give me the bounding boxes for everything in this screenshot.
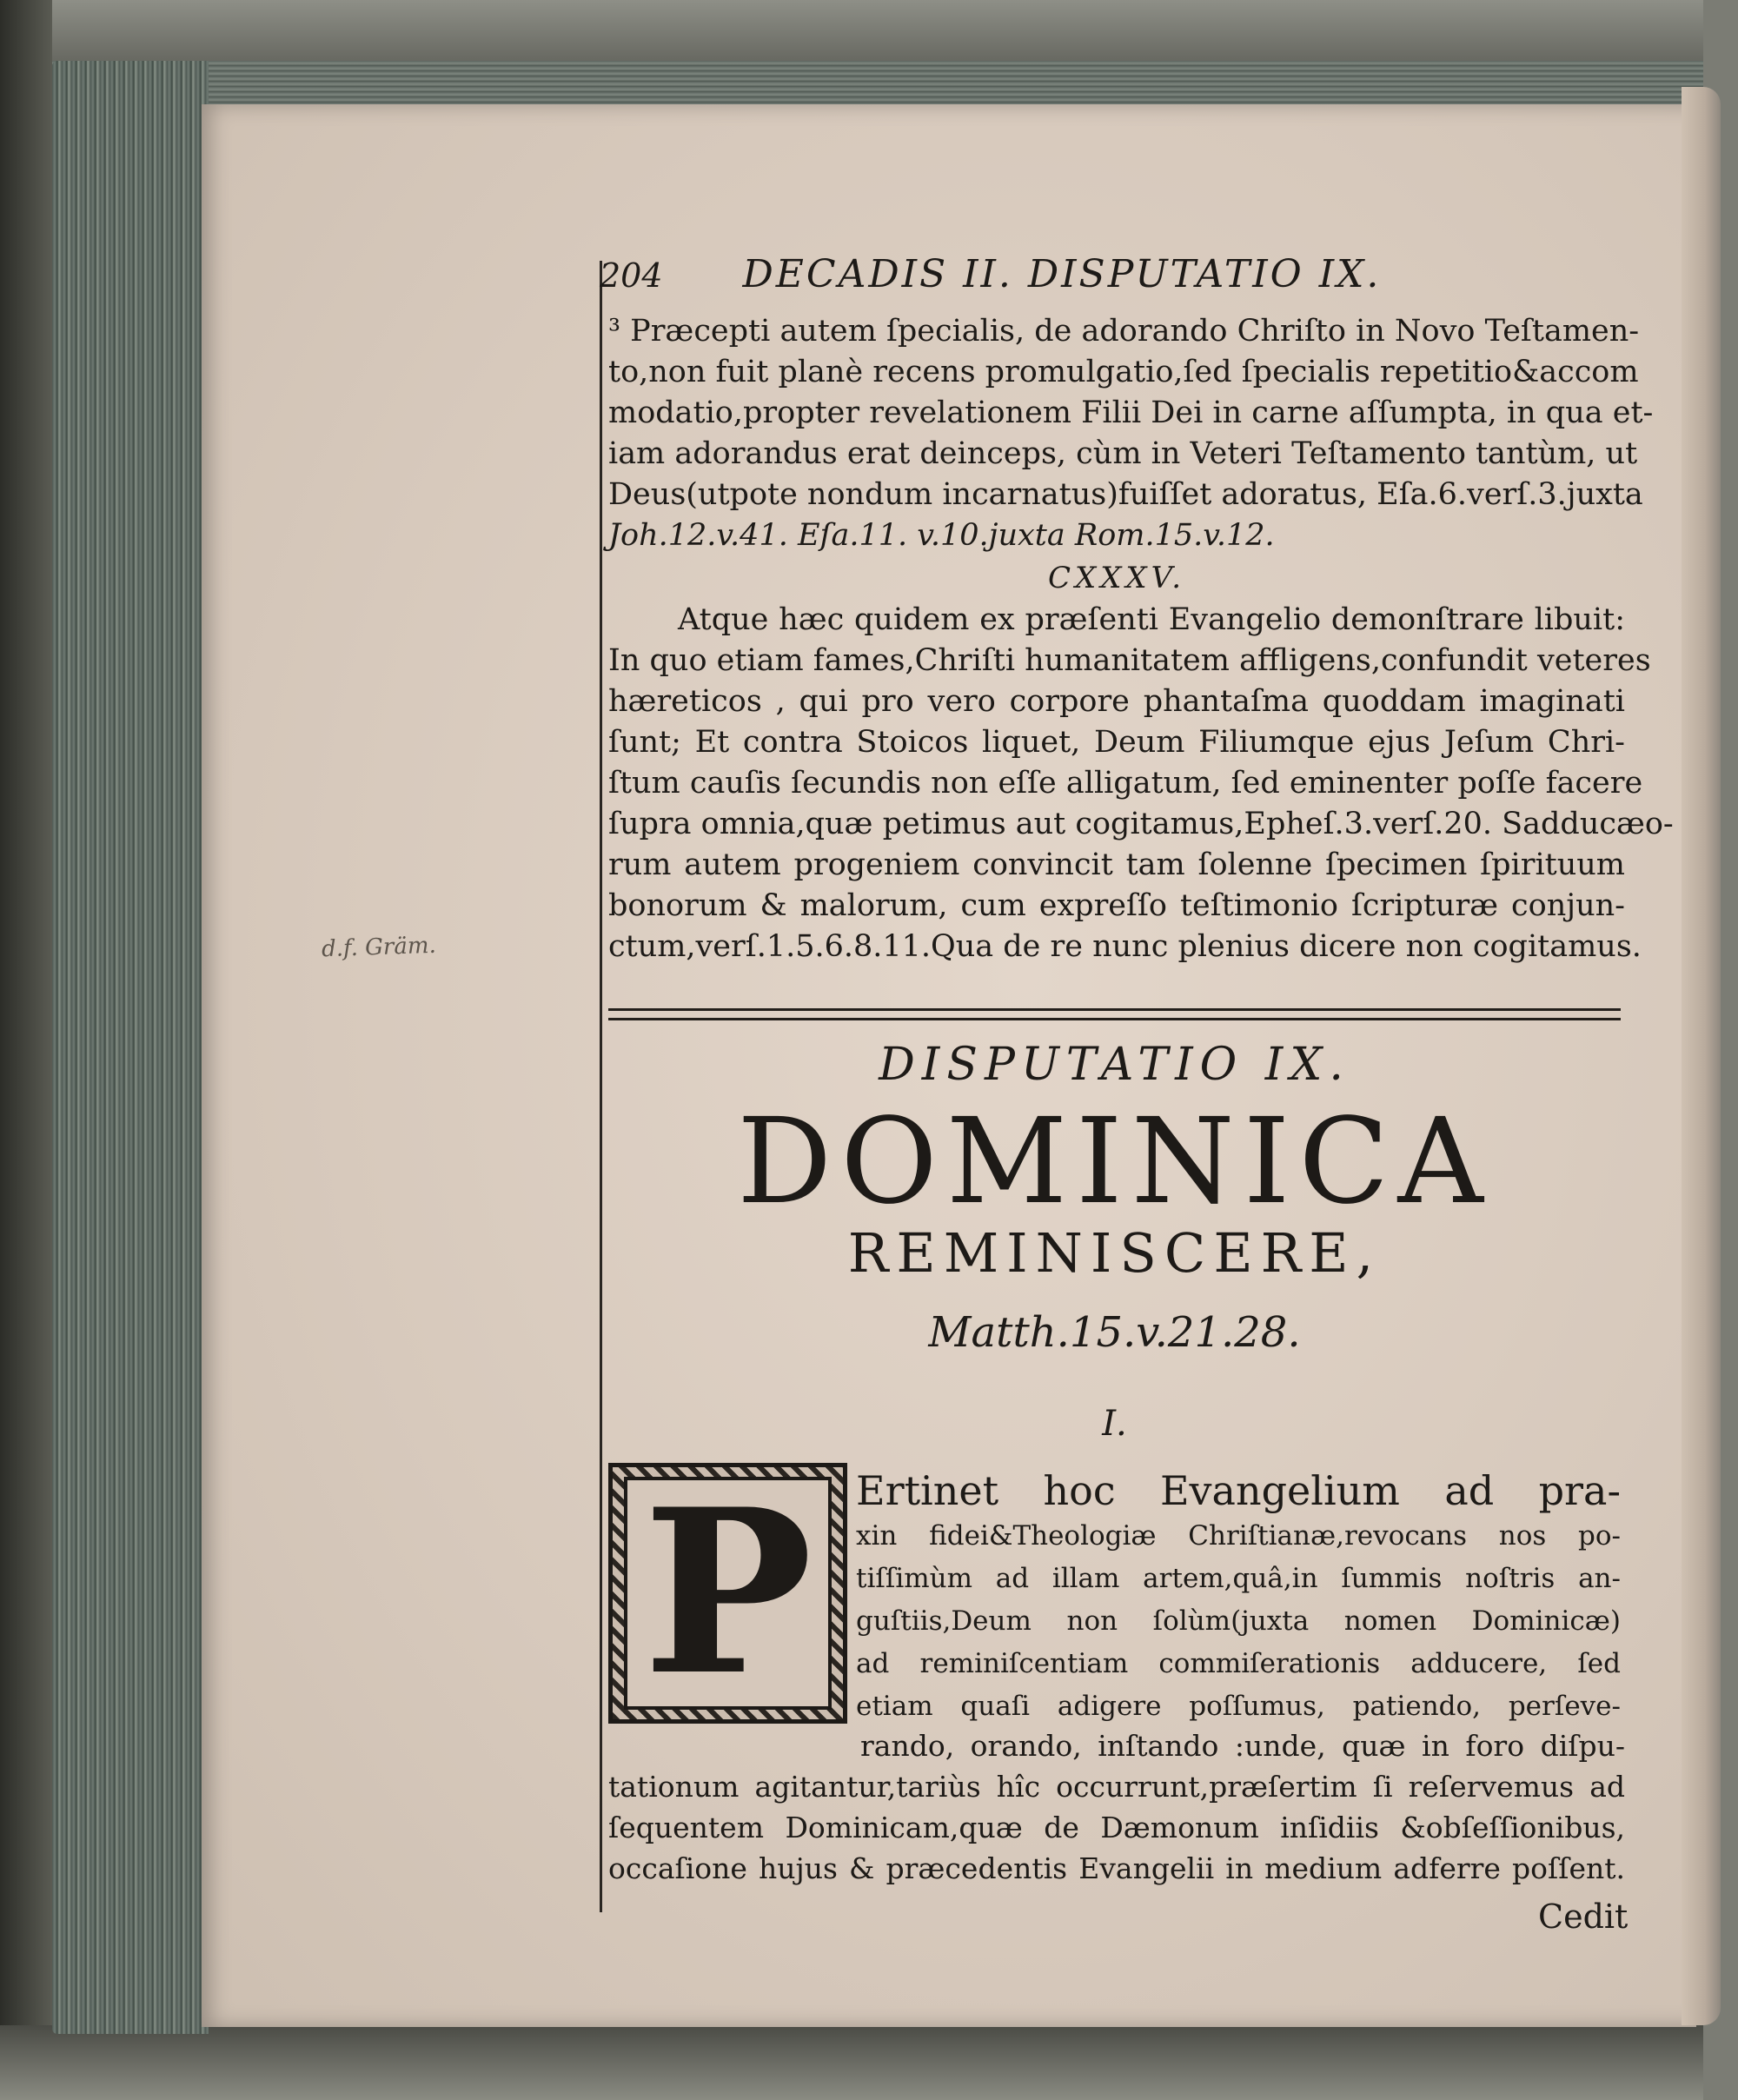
- text-line: occaſione hujus & præcedentis Evangelii in medium adferre poſſent.: [608, 1851, 1625, 1885]
- initial-letter: P: [624, 1477, 833, 1710]
- text-line: Atque hæc quidem ex præſenti Evangelio demonſtrare libuit:: [678, 602, 1625, 637]
- top-paragraph: [608, 311, 1674, 967]
- text-line: tationum agitantur,tariùs hîc occurrunt,præſertim ſi reſervemus ad: [608, 1770, 1625, 1804]
- text-line: to,non fuit planè recens promulgatio,ſed ſpecialis repetitio&accom: [608, 355, 1639, 389]
- margin-rule: [600, 261, 602, 1912]
- scripture-reference: Matth.15.v.21.28.: [928, 1308, 1301, 1357]
- body-paragraph: [608, 1725, 1625, 1889]
- text-line: ſunt; Et contra Stoicos liquet, Deum Filiumque ejus Jeſum Chri-: [608, 725, 1625, 760]
- text-line: Deus(utpote nondum incarnatus)fuiſſet adoratus, Eſa.6.verſ.3.juxta: [608, 477, 1643, 512]
- decorated-initial: [608, 1460, 847, 1725]
- page-number: 204: [600, 256, 663, 295]
- text-line: ſupra omnia,quæ petimus aut cogitamus,Epheſ.3.verſ.20. Sadducæo-: [608, 807, 1674, 841]
- text-line: ſequentem Dominicam,quæ de Dæmonum inſidiis &obſeſſionibus,: [608, 1811, 1625, 1844]
- section-number: CXXXV.: [1047, 561, 1186, 595]
- dropcap-paragraph: [856, 1467, 1621, 1728]
- text-line: ad reminiſcentiam commiſerationis adducere, ſed: [856, 1648, 1621, 1679]
- text-line: Ertinet hoc Evangelium ad pra-: [856, 1467, 1621, 1514]
- disputation-label: DISPUTATIO IX.: [879, 1039, 1350, 1091]
- text-line: modatio,propter revelationem Filii Dei in carne aſſumpta, in qua et-: [608, 395, 1654, 430]
- text-line: bonorum & malorum, cum expreſſo teſtimonio ſcripturæ conjun-: [608, 888, 1625, 923]
- text-line: ³ Præcepti autem ſpecialis, de adorando Chriſto in Novo Teſtamen-: [608, 314, 1640, 349]
- text-line: etiam quaſi adigere poſſumus, patiendo, perſeve-: [856, 1691, 1621, 1722]
- text-line: Joh.12.v.41. Eſa.11. v.10.juxta Rom.15.v.12.: [608, 518, 1275, 553]
- text-line: rando, orando, inſtando :unde, quæ in foro diſpu-: [860, 1729, 1625, 1763]
- section-divider: [608, 1008, 1621, 1020]
- text-line: In quo etiam fames,Chriſti humanitatem affligens,confundit veteres: [608, 643, 1651, 678]
- text-line: ctum,verſ.1.5.6.8.11.Qua de re nunc plenius dicere non cogitamus.: [608, 929, 1642, 964]
- text-line: hæreticos , qui pro vero corpore phantaſma quoddam imaginati: [608, 684, 1625, 719]
- text-line: iam adorandus erat deinceps, cùm in Veteri Teſtamento tantùm, ut: [608, 436, 1638, 471]
- page-curl: [1682, 87, 1721, 2025]
- catchword: Cedit: [1538, 1897, 1629, 1936]
- text-line: rum autem progeniem convincit tam ſolenne ſpecimen ſpirituum: [608, 847, 1625, 882]
- text-line: xin fidei&Theologiæ Chriſtianæ,revocans nos po-: [856, 1520, 1621, 1552]
- disputation-title: DOMINICA: [737, 1093, 1492, 1231]
- text-line: guſtiis,Deum non ſolùm(juxta nomen Dominicæ): [856, 1605, 1621, 1637]
- running-header: [600, 252, 1634, 304]
- disputation-subtitle: REMINISCERE,: [847, 1221, 1382, 1285]
- book-cover-left: [0, 0, 52, 2100]
- section-number-i: I.: [1102, 1404, 1127, 1444]
- running-title: DECADIS II. DISPUTATIO IX.: [742, 252, 1382, 296]
- text-line: tiſſimùm ad illam artem,quâ,in ſummis noſtris an-: [856, 1563, 1621, 1594]
- book-cover-bottom: [0, 2025, 1738, 2100]
- handwritten-margin-note: d.f. Gräm.: [321, 932, 437, 963]
- text-line: ſtum cauſis ſecundis non eſſe alligatum, ſed eminenter poſſe facere: [608, 766, 1643, 801]
- page-block-fore-edge: [52, 61, 209, 2034]
